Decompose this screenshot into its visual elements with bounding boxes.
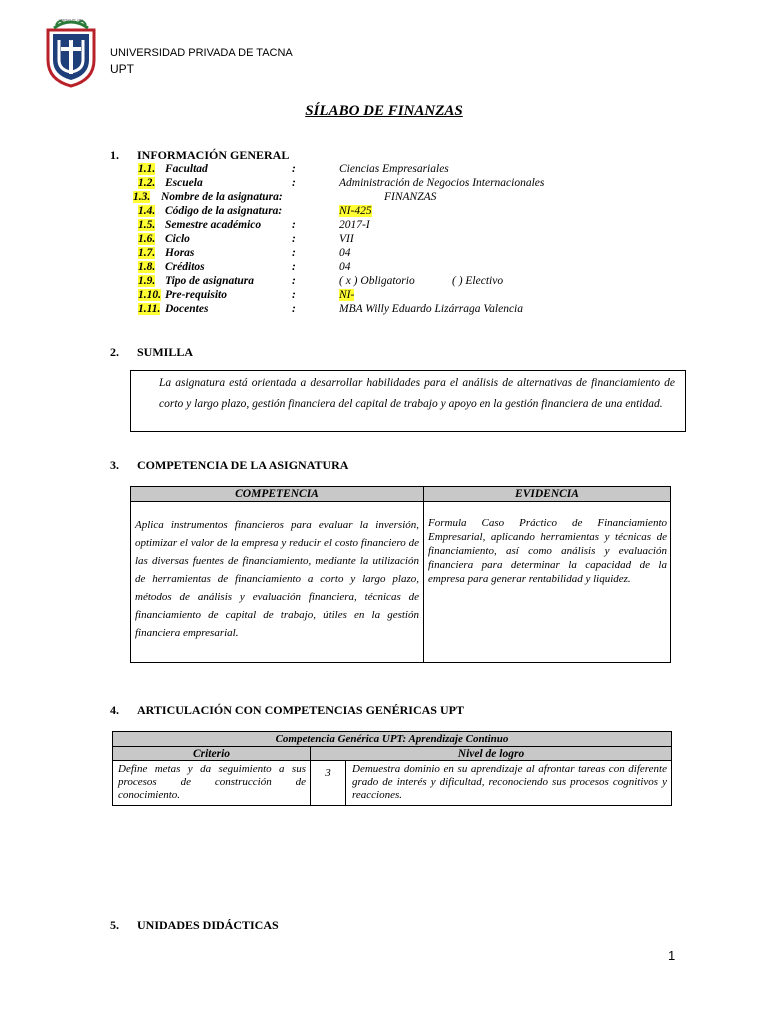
- competencia-table: [130, 486, 671, 663]
- generic-table-title: Competencia Genérica UPT: Aprendizaje Continuo: [112, 731, 672, 747]
- evidencia-text: Formula Caso Práctico de Financiamiento Empresarial, aplicando herramientas y técnicas de financiamiento, así como análisis y evaluación financiera para determinar la capacidad de la empresa para generar rentabilidad y liquidez.: [428, 517, 667, 585]
- info-row-course-code: [0, 205, 660, 219]
- section-4-number: 4.: [110, 703, 119, 717]
- section-5-heading: [110, 918, 510, 934]
- info-row-value: 04: [339, 261, 351, 273]
- logo-initials: U: [70, 40, 72, 42]
- info-row-number: 1.4.: [138, 205, 156, 217]
- info-row-separator: :: [292, 163, 296, 175]
- criterio-header: Criterio: [112, 746, 311, 761]
- info-row-value: 2017-I: [339, 219, 370, 231]
- info-row-label: Docentes: [165, 303, 209, 315]
- descripcion-cell: [345, 760, 672, 806]
- info-row-separator: :: [292, 177, 296, 189]
- info-row-value: Administración de Negocios Internacionales: [339, 177, 545, 189]
- university-logo-icon: [44, 16, 98, 88]
- info-row-label: Nombre de la asignatura:: [161, 191, 283, 203]
- info-row-course-name: [0, 191, 660, 205]
- info-row-credits: [0, 261, 660, 275]
- info-row-value: NI-: [339, 289, 355, 301]
- info-row-label: Semestre académico: [165, 219, 262, 231]
- info-row-number: 1.7.: [138, 247, 156, 259]
- criterio-cell: [112, 760, 311, 806]
- info-row-separator: :: [292, 219, 296, 231]
- info-row-course-type: [0, 275, 660, 289]
- section-2-title: SUMILLA: [137, 345, 194, 359]
- competencia-header: COMPETENCIA: [130, 486, 424, 502]
- info-row-value: Ciencias Empresariales: [339, 163, 449, 175]
- info-row-separator: :: [292, 303, 296, 315]
- sumilla-text: La asignatura está orientada a desarrollar habilidades para el análisis de alternativas de financiamiento de corto y largo plazo, gestión financiera del capital de trabajo y apoyo en la gestión financiera de una entidad.: [159, 377, 675, 410]
- section-5-number: 5.: [110, 918, 119, 932]
- section-2-number: 2.: [110, 345, 119, 359]
- info-row-separator: :: [292, 275, 296, 287]
- info-row-label: Créditos: [165, 261, 205, 273]
- section-1-heading: [110, 148, 510, 164]
- info-row-label: Facultad: [165, 163, 208, 175]
- criterio-text: Define metas y da seguimiento a sus procesos de construcción de conocimiento.: [118, 763, 306, 801]
- info-row-separator: :: [292, 247, 296, 259]
- info-row-label: Tipo de asignatura: [165, 275, 255, 287]
- info-row-school: [0, 177, 660, 191]
- section-2-heading: [110, 345, 510, 361]
- info-row-teachers: [0, 303, 660, 317]
- section-1-number: 1.: [110, 148, 119, 162]
- info-row-cycle: [0, 233, 660, 247]
- info-row-number: 1.6.: [138, 233, 156, 245]
- section-3-title: COMPETENCIA DE LA ASIGNATURA: [137, 458, 349, 472]
- info-row-number: 1.10.: [138, 289, 161, 301]
- info-row-separator: :: [292, 261, 296, 273]
- info-row-label: Ciclo: [165, 233, 190, 245]
- university-acronym: UPT: [110, 62, 134, 76]
- section-4-heading: [110, 703, 590, 719]
- section-3-heading: [110, 458, 510, 474]
- info-row-value: VII: [339, 233, 354, 245]
- generic-competence-table: [112, 731, 672, 806]
- info-row-value: 04: [339, 247, 351, 259]
- info-row-faculty: [0, 163, 660, 177]
- info-row-number: 1.11.: [138, 303, 161, 315]
- section-4-title: ARTICULACIÓN CON COMPETENCIAS GENÉRICAS UPT: [137, 703, 464, 717]
- info-row-label: Código de la asignatura:: [165, 205, 283, 217]
- nivel-logro-header: Nivel de logro: [310, 746, 672, 761]
- evidencia-header: EVIDENCIA: [423, 486, 671, 502]
- competencia-cell: [130, 501, 424, 663]
- info-row-hours: [0, 247, 660, 261]
- general-info-list: [0, 163, 700, 323]
- info-row-value: NI-425: [339, 205, 372, 217]
- info-row-number: 1.1.: [138, 163, 156, 175]
- info-row-value-elective: ( ) Electivo: [452, 275, 504, 287]
- info-row-label: Horas: [165, 247, 195, 259]
- info-row-separator: :: [292, 233, 296, 245]
- info-row-value: ( x ) Obligatorio: [339, 275, 415, 287]
- info-row-number: 1.5.: [138, 219, 156, 231]
- info-row-number: 1.3.: [133, 191, 151, 203]
- descripcion-text: Demuestra dominio en su aprendizaje al afrontar tareas con diferente grado de interés y dificultad, reconociendo sus procesos cognitivos y reacciones.: [352, 763, 667, 801]
- info-row-label: Pre-requisito: [165, 289, 227, 301]
- info-row-value: MBA Willy Eduardo Lizárraga Valencia: [339, 303, 523, 315]
- info-row-number: 1.8.: [138, 261, 156, 273]
- page-title: SÍLABO DE FINANZAS: [305, 103, 463, 119]
- info-row-number: 1.9.: [138, 275, 156, 287]
- info-row-label: Escuela: [165, 177, 203, 189]
- section-5-title: UNIDADES DIDÁCTICAS: [137, 918, 279, 932]
- nivel-cell: [310, 760, 346, 806]
- info-row-semester: [0, 219, 660, 233]
- sumilla-box: [130, 370, 686, 432]
- logo-motto: VERITAS ET VITA: [58, 18, 84, 22]
- info-row-prerequisite: [0, 289, 660, 303]
- competencia-text: Aplica instrumentos financieros para evaluar la inversión, optimizar el valor de la empresa y reducir el costo financiero de las diversas fuentes de financiamiento, mediante la utilización de herramientas de financiamiento a corto y largo plazo, métodos de análisis y evaluación financiera, técnicas de financiamiento de capital de trabajo, útiles en la gestión financiera empresarial.: [135, 519, 419, 639]
- info-row-separator: :: [292, 289, 296, 301]
- info-row-value: FINANZAS: [384, 191, 437, 203]
- section-3-number: 3.: [110, 458, 119, 472]
- evidencia-cell: [423, 501, 671, 663]
- info-row-number: 1.2.: [138, 177, 156, 189]
- section-1-title: INFORMACIÓN GENERAL: [137, 148, 290, 162]
- nivel-value: 3: [325, 767, 331, 779]
- university-name: UNIVERSIDAD PRIVADA DE TACNA: [110, 47, 293, 59]
- page-number: 1: [668, 948, 676, 963]
